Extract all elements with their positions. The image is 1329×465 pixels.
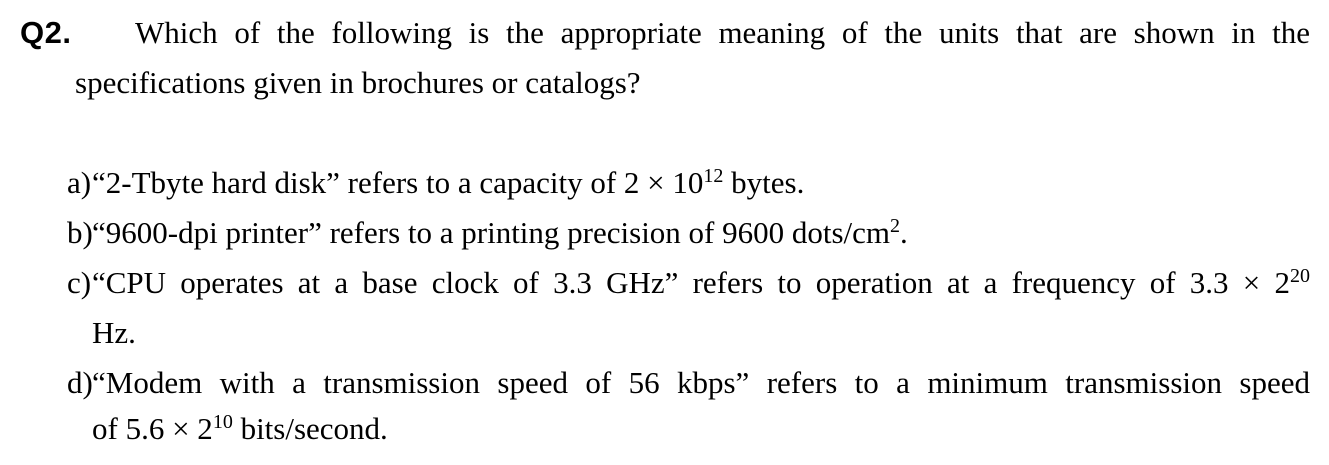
option-b-exponent: 2: [890, 215, 901, 237]
option-a-text-main: “2-Tbyte hard disk” refers to a capacity of 2 × 10: [92, 165, 704, 200]
option-c-text-line-2: Hz.: [92, 315, 136, 350]
option-c-text-main: “CPU operates at a base clock of 3.3 GHz” refers to operation at a frequency of 3.3 × 2: [92, 265, 1290, 300]
question-number: Q2.: [20, 15, 72, 50]
option-b-label: b): [67, 215, 93, 250]
option-d-text-line-2-tail: bits/second.: [232, 411, 388, 446]
option-c-text-line-1: [92, 263, 1310, 303]
option-a-text: [92, 163, 804, 203]
question-text-line-2: specifications given in brochures or catalogs?: [75, 65, 641, 100]
option-d-text-line-1: “Modem with a transmission speed of 56 kbps” refers to a minimum transmission speed: [92, 365, 1310, 400]
question-text-line-1: Which of the following is the appropriate meaning of the units that are shown in the: [135, 15, 1310, 50]
option-b-text: [92, 213, 908, 253]
option-a-label: a): [67, 165, 92, 200]
option-d-label: d): [67, 365, 93, 400]
option-a-exponent: 12: [703, 165, 724, 187]
option-d-exponent: 10: [212, 411, 233, 433]
option-a-text-tail: bytes.: [723, 165, 805, 200]
option-d-text-line-2: [92, 409, 388, 449]
option-d-text-line-2-main: of 5.6 × 2: [92, 411, 213, 446]
option-c-exponent: 20: [1290, 265, 1310, 287]
option-c-label: c): [67, 265, 92, 300]
option-b-text-tail: .: [900, 215, 908, 250]
option-b-text-main: “9600-dpi printer” refers to a printing precision of 9600 dots/cm: [92, 215, 891, 250]
